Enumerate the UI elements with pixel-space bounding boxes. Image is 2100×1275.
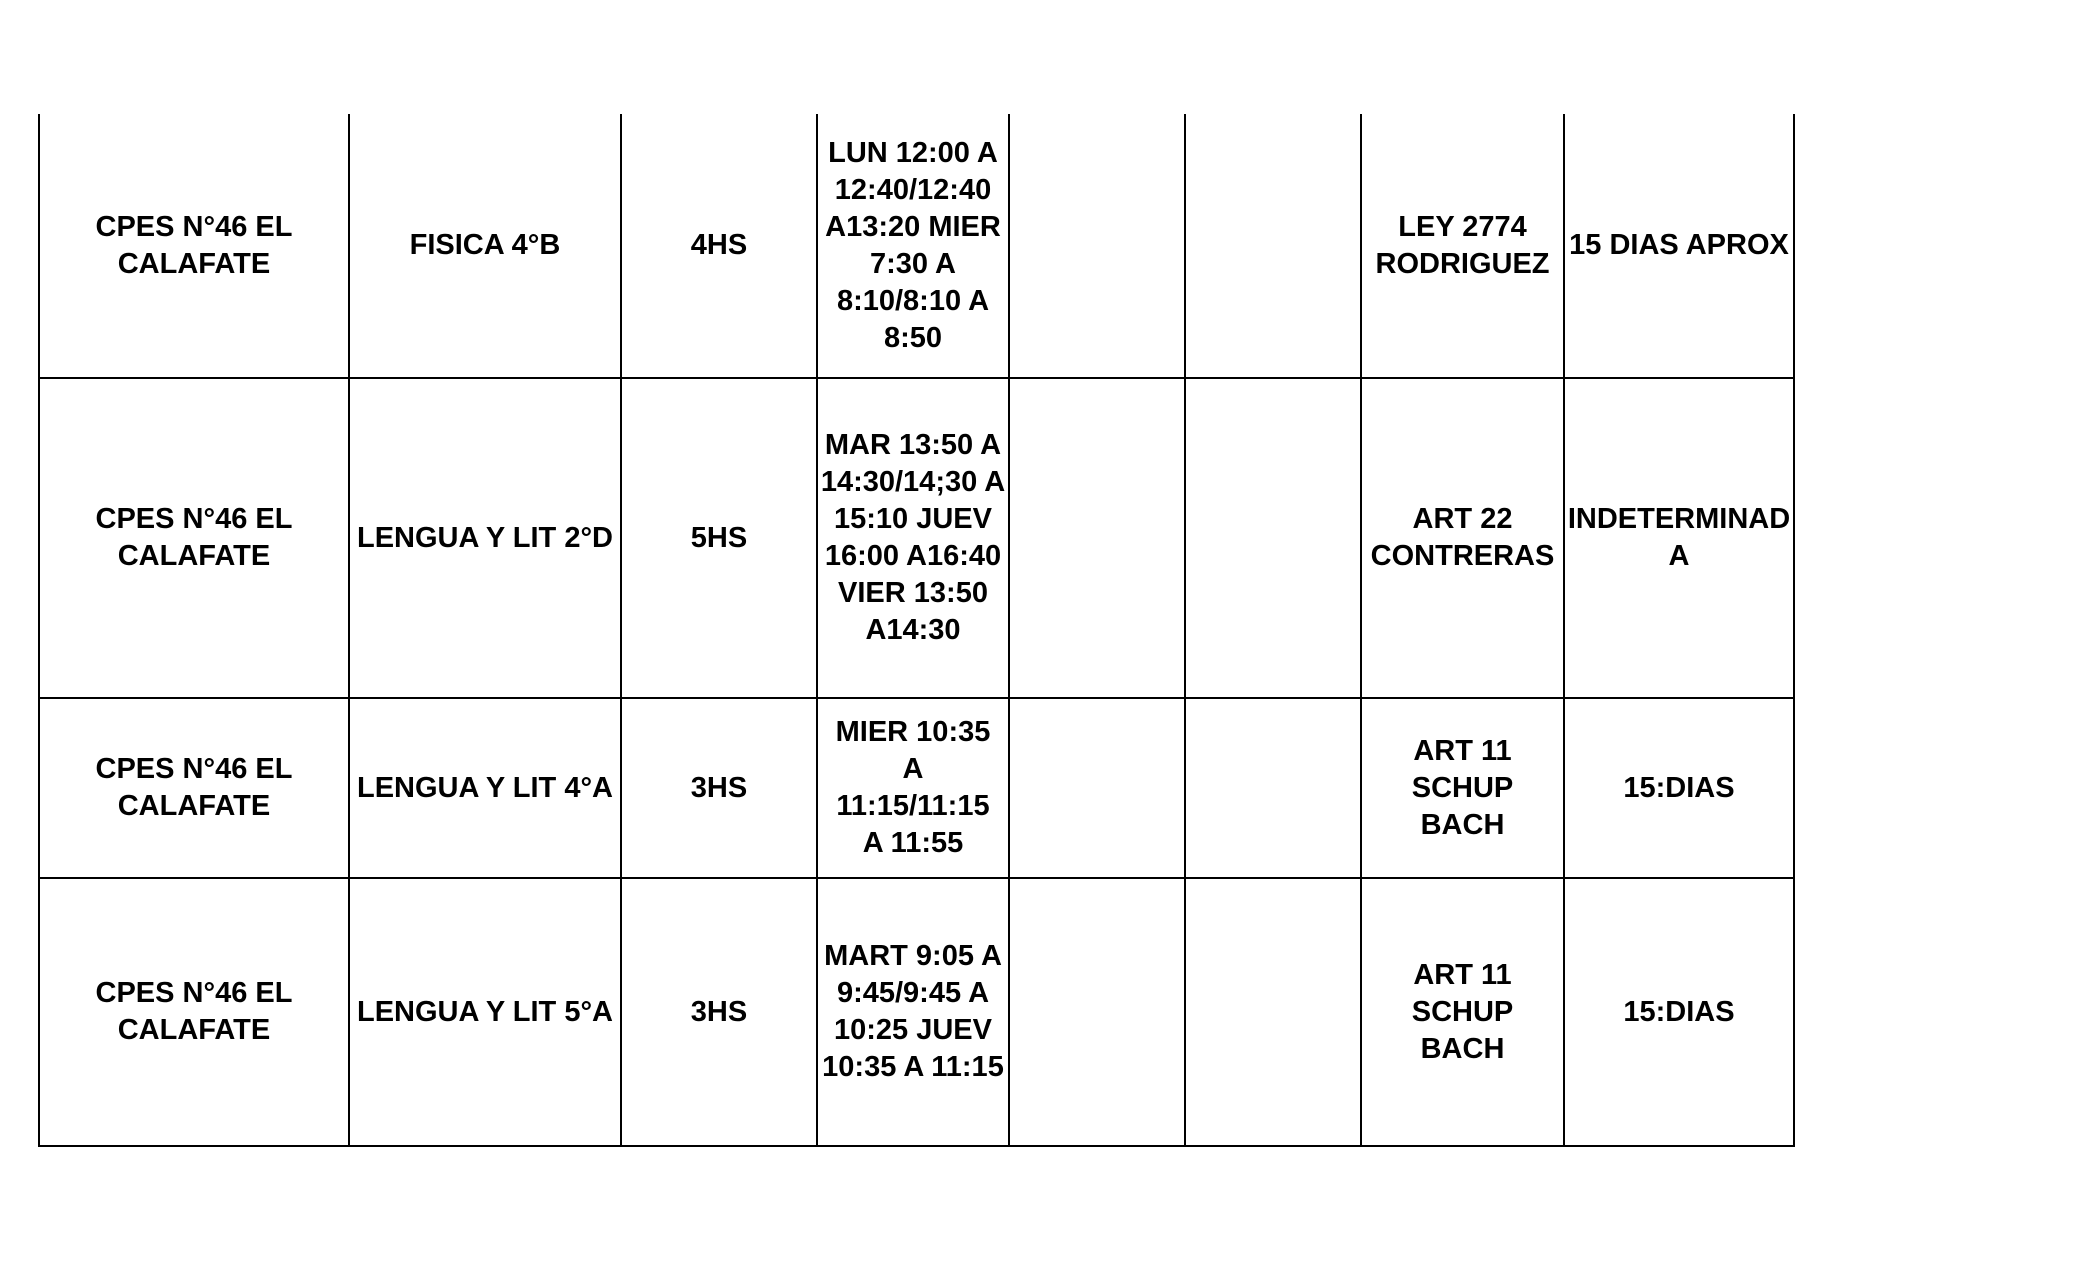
schedule-cell: MIER 10:35 A 11:15/11:15 A 11:55 — [817, 698, 1009, 878]
schedule-table — [38, 114, 1795, 1147]
duration-cell: INDETERMINADA — [1564, 378, 1794, 698]
empty-cell — [1009, 698, 1185, 878]
duration-cell: 15:DIAS — [1564, 878, 1794, 1146]
table-row — [39, 378, 1794, 698]
school-cell: CPES N°46 EL CALAFATE — [39, 698, 349, 878]
reason-cell: LEY 2774 RODRIGUEZ — [1361, 114, 1564, 378]
duration-cell: 15:DIAS — [1564, 698, 1794, 878]
school-cell: CPES N°46 EL CALAFATE — [39, 378, 349, 698]
subject-cell: FISICA 4°B — [349, 114, 621, 378]
table-row — [39, 878, 1794, 1146]
duration-cell: 15 DIAS APROX — [1564, 114, 1794, 378]
empty-cell — [1185, 878, 1361, 1146]
reason-cell: ART 22 CONTRERAS — [1361, 378, 1564, 698]
school-cell: CPES N°46 EL CALAFATE — [39, 878, 349, 1146]
empty-cell — [1185, 114, 1361, 378]
table-row — [39, 114, 1794, 378]
reason-cell: ART 11 SCHUP BACH — [1361, 698, 1564, 878]
schedule-cell: MAR 13:50 A 14:30/14;30 A 15:10 JUEV 16:00 A16:40 VIER 13:50 A14:30 — [817, 378, 1009, 698]
school-cell: CPES N°46 EL CALAFATE — [39, 114, 349, 378]
empty-cell — [1009, 114, 1185, 378]
schedule-cell: MART 9:05 A 9:45/9:45 A 10:25 JUEV 10:35 A 11:15 — [817, 878, 1009, 1146]
hours-cell: 3HS — [621, 698, 817, 878]
empty-cell — [1009, 878, 1185, 1146]
empty-cell — [1009, 378, 1185, 698]
empty-cell — [1185, 698, 1361, 878]
schedule-cell: LUN 12:00 A 12:40/12:40 A13:20 MIER 7:30 A 8:10/8:10 A 8:50 — [817, 114, 1009, 378]
subject-cell: LENGUA Y LIT 4°A — [349, 698, 621, 878]
hours-cell: 5HS — [621, 378, 817, 698]
table-row — [39, 698, 1794, 878]
subject-cell: LENGUA Y LIT 5°A — [349, 878, 621, 1146]
reason-cell: ART 11 SCHUP BACH — [1361, 878, 1564, 1146]
subject-cell: LENGUA Y LIT 2°D — [349, 378, 621, 698]
hours-cell: 4HS — [621, 114, 817, 378]
empty-cell — [1185, 378, 1361, 698]
hours-cell: 3HS — [621, 878, 817, 1146]
